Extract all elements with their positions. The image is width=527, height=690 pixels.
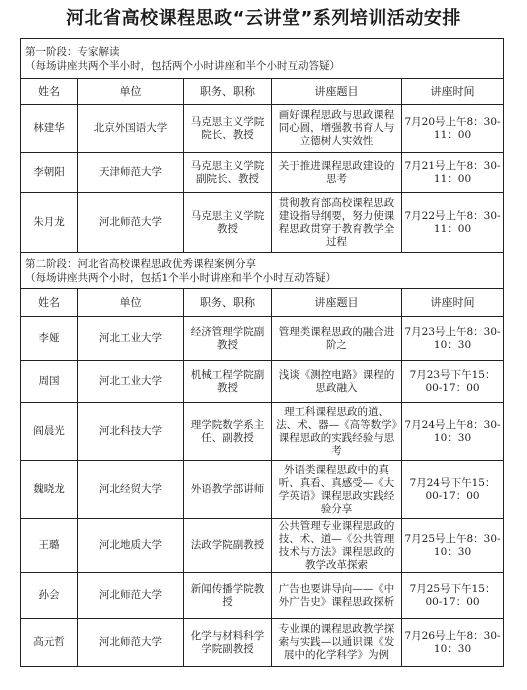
header-row xyxy=(21,289,504,317)
schedule-table xyxy=(20,38,504,667)
cell-unit: 北京外国语大学 xyxy=(78,105,184,153)
cell-unit: 河北工业大学 xyxy=(78,361,184,403)
cell-position: 新闻传播学院教授 xyxy=(184,573,272,619)
stage-note: （每场讲座共两个半小时，包括两个小时讲座和半个小时互动答疑） xyxy=(25,59,340,72)
cell-name: 王璐 xyxy=(21,519,78,573)
cell-position: 经济管理学院副教授 xyxy=(184,317,272,361)
cell-time: 7月25号下午15：00-17：00 xyxy=(402,573,504,619)
cell-unit: 河北师范大学 xyxy=(78,193,184,253)
cell-time: 7月20号上午8：30-11：00 xyxy=(402,105,504,153)
cell-name: 李朝阳 xyxy=(21,153,78,193)
cell-topic: 贯彻教育部高校课程思政建设指导纲要，努力使课程思政贯穿于教育教学全过程 xyxy=(272,193,402,253)
table-row xyxy=(21,461,504,519)
cell-time: 7月25号上午8：30-10：30 xyxy=(402,519,504,573)
cell-position: 法政学院副教授 xyxy=(184,519,272,573)
cell-topic: 管理类课程思政的融合进阶之 xyxy=(272,317,402,361)
header-name: 姓名 xyxy=(21,79,78,105)
cell-time: 7月23号上午8：30-10：30 xyxy=(402,317,504,361)
table-row xyxy=(21,105,504,153)
cell-name: 林建华 xyxy=(21,105,78,153)
cell-name: 李娅 xyxy=(21,317,78,361)
cell-unit: 河北科技大学 xyxy=(78,403,184,461)
header-row xyxy=(21,79,504,105)
cell-unit: 河北师范大学 xyxy=(78,619,184,667)
header-name: 姓名 xyxy=(21,289,78,317)
cell-position: 马克思主义学院院长、教授 xyxy=(184,105,272,153)
stage-title: 第一阶段：专家解读 xyxy=(25,45,120,58)
stage-note: （每场讲座共两个小时，包括1个半小时讲座和半个小时互动答疑） xyxy=(25,271,337,284)
table-row xyxy=(21,573,504,619)
stage-cell xyxy=(21,253,504,289)
cell-position: 理学院数学系主任、副教授 xyxy=(184,403,272,461)
cell-topic: 浅谈《测控电路》课程的思政融入 xyxy=(272,361,402,403)
cell-position: 马克思主义学院副院长、教授 xyxy=(184,153,272,193)
cell-time: 7月24号上午8：30-10：30 xyxy=(402,403,504,461)
header-topic: 讲座题目 xyxy=(272,79,402,105)
table-row xyxy=(21,519,504,573)
cell-name: 朱月龙 xyxy=(21,193,78,253)
cell-topic: 公共管理专业课程思政的技、术、道—《公共管理技术与方法》课程思政的教学改革探索 xyxy=(272,519,402,573)
cell-unit: 河北经贸大学 xyxy=(78,461,184,519)
header-position: 职务、职称 xyxy=(184,289,272,317)
cell-time: 7月23号下午15：00-17：00 xyxy=(402,361,504,403)
cell-position: 马克思主义学院教授 xyxy=(184,193,272,253)
cell-name: 高元哲 xyxy=(21,619,78,667)
cell-position: 外语教学部讲师 xyxy=(184,461,272,519)
cell-name: 魏晓龙 xyxy=(21,461,78,519)
cell-topic: 关于推进课程思政建设的思考 xyxy=(272,153,402,193)
cell-topic: 外语类课程思政中的真听、真看、真感受—《大学英语》课程思政实践经验分享 xyxy=(272,461,402,519)
cell-name: 周国 xyxy=(21,361,78,403)
cell-unit: 河北师范大学 xyxy=(78,573,184,619)
cell-position: 机械工程学院副教授 xyxy=(184,361,272,403)
cell-unit: 天津师范大学 xyxy=(78,153,184,193)
table-row xyxy=(21,193,504,253)
header-time: 讲座时间 xyxy=(402,79,504,105)
cell-time: 7月24号下午15：00-17：00 xyxy=(402,461,504,519)
cell-topic: 广告也要讲导向——《中外广告史》课程思政探析 xyxy=(272,573,402,619)
cell-position: 化学与材料科学学院副教授 xyxy=(184,619,272,667)
cell-topic: 专业课的课程思政教学探索与实践—以通识课《发展中的化学科学》为例 xyxy=(272,619,402,667)
cell-time: 7月22号上午8：30-11：00 xyxy=(402,193,504,253)
stage-cell xyxy=(21,39,504,79)
stage-title: 第二阶段：河北省高校课程思政优秀课程案例分享 xyxy=(25,257,256,270)
header-unit: 单位 xyxy=(78,289,184,317)
table-row xyxy=(21,361,504,403)
cell-topic: 理工科课程思政的道、法、术、器—《高等数学》课程思政的实践经验与思考 xyxy=(272,403,402,461)
stage-row xyxy=(21,253,504,289)
header-time: 讲座时间 xyxy=(402,289,504,317)
header-position: 职务、职称 xyxy=(184,79,272,105)
header-unit: 单位 xyxy=(78,79,184,105)
stage-row xyxy=(21,39,504,79)
cell-time: 7月21号上午8：30-11：00 xyxy=(402,153,504,193)
table-row xyxy=(21,403,504,461)
table-row xyxy=(21,153,504,193)
document-title: 河北省高校课程思政“云讲堂”系列培训活动安排 xyxy=(66,8,461,29)
cell-topic: 画好课程思政与思政课程同心圆，增强教书育人与立德树人实效性 xyxy=(272,105,402,153)
cell-time: 7月26号上午8：30-10：30 xyxy=(402,619,504,667)
header-topic: 讲座题目 xyxy=(272,289,402,317)
cell-unit: 河北地质大学 xyxy=(78,519,184,573)
cell-name: 阎晨光 xyxy=(21,403,78,461)
table-row xyxy=(21,619,504,667)
cell-name: 孙会 xyxy=(21,573,78,619)
table-row xyxy=(21,317,504,361)
cell-unit: 河北工业大学 xyxy=(78,317,184,361)
